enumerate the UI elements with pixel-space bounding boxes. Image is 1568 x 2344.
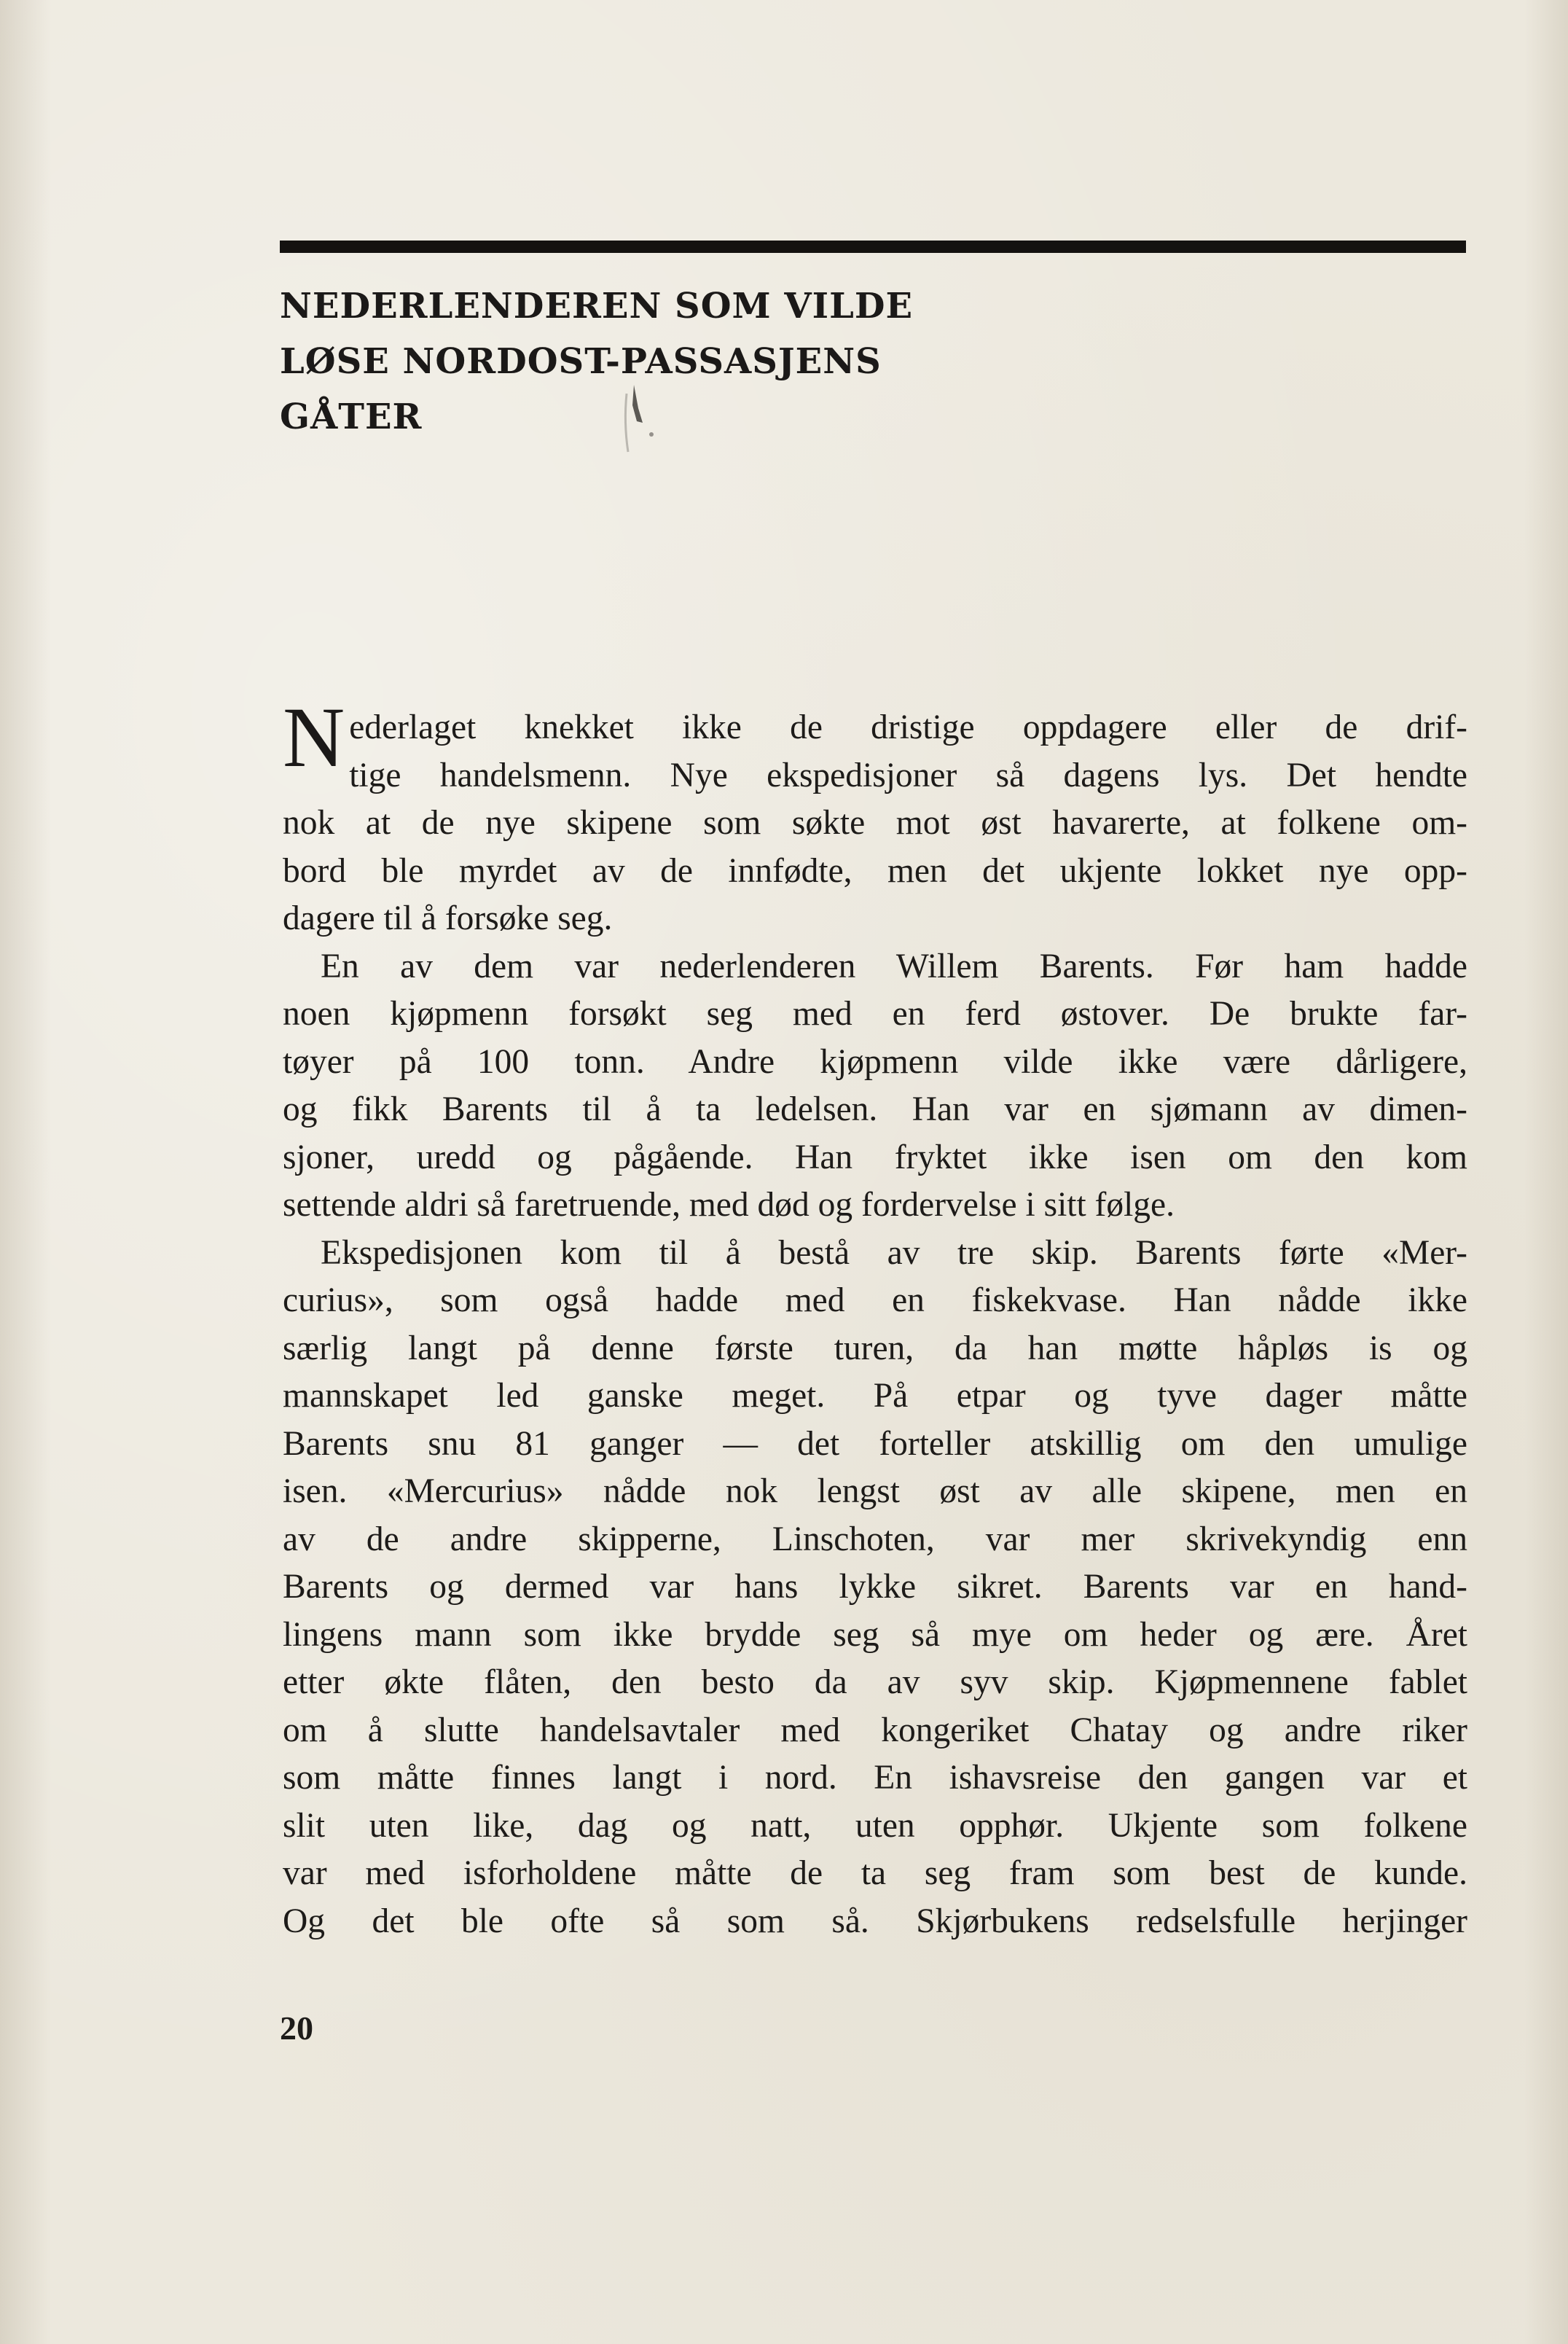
page-number: 20 bbox=[280, 2009, 313, 2047]
text-line: Ekspedisjonen kom til å bestå av tre skip. Barents førte «Mer- bbox=[321, 1233, 1467, 1272]
text-line: og fikk Barents til å ta ledelsen. Han var en sjømann av dimen- bbox=[283, 1090, 1467, 1128]
text-line: sjoner, uredd og pågående. Han fryktet ikke isen om den kom bbox=[283, 1138, 1467, 1176]
text-line: ederlaget knekket ikke de dristige oppdagere eller de drif- bbox=[349, 708, 1467, 746]
chapter-rule bbox=[280, 241, 1466, 253]
text-line: som måtte finnes langt i nord. En ishavsreise den gangen var et bbox=[283, 1759, 1467, 1797]
page-shadow-right bbox=[1524, 0, 1568, 2344]
text-line: Barents snu 81 ganger — det forteller atskillig om den umulige bbox=[283, 1424, 1467, 1463]
drop-cap: N bbox=[283, 689, 345, 785]
text-line: Og det ble ofte så som så. Skjørbukens redselsfulle herjinger bbox=[283, 1902, 1467, 1940]
text-line: noen kjøpmenn forsøkt seg med en ferd østover. De brukte far- bbox=[283, 995, 1467, 1033]
text-line: Barents og dermed var hans lykke sikret. Barents var en hand- bbox=[283, 1568, 1467, 1606]
text-line: bord ble myrdet av de innfødte, men det ukjente lokket nye opp- bbox=[283, 851, 1467, 890]
paragraph-end-line bbox=[283, 895, 1467, 943]
text-line: mannskapet led ganske meget. På etpar og tyve dager måtte bbox=[283, 1377, 1467, 1415]
text-line: En av dem var nederlenderen Willem Barents. Før ham hadde bbox=[321, 947, 1467, 985]
text-line: dagere til å forsøke seg. bbox=[283, 899, 613, 937]
text-line: settende aldri så faretruende, med død og fordervelse i sitt følge. bbox=[283, 1186, 1175, 1224]
text-line: etter økte flåten, den besto da av syv skip. Kjøpmennene fablet bbox=[283, 1663, 1467, 1701]
chapter-title bbox=[280, 278, 1081, 445]
text-line: tøyer på 100 tonn. Andre kjøpmenn vilde ikke være dårligere, bbox=[283, 1042, 1467, 1081]
chapter-title-line: LØSE NORDOST-PASSASJENS bbox=[280, 341, 882, 382]
text-line: var med isforholdene måtte de ta seg fram som best de kunde. bbox=[283, 1854, 1467, 1892]
text-line: curius», som også hadde med en fiskekvase. Han nådde ikke bbox=[283, 1281, 1467, 1319]
text-line: tige handelsmenn. Nye ekspedisjoner så dagens lys. Det hendte bbox=[349, 756, 1467, 794]
text-line: om å slutte handelsavtaler med kongeriket Chatay og andre riker bbox=[283, 1711, 1467, 1749]
chapter-title-line: NEDERLENDEREN SOM VILDE bbox=[280, 286, 914, 327]
text-line: særlig langt på denne første turen, da han møtte håpløs is og bbox=[283, 1329, 1467, 1367]
paragraph bbox=[283, 1230, 1467, 1946]
paragraph bbox=[283, 689, 1467, 895]
text-line: lingens mann som ikke brydde seg så mye om heder og ære. Året bbox=[283, 1615, 1467, 1654]
text-line: slit uten like, dag og natt, uten opphør. Ukjente som folkene bbox=[283, 1806, 1467, 1845]
body-text bbox=[283, 689, 1467, 1945]
text-line: av de andre skipperne, Linschoten, var mer skrivekyndig enn bbox=[283, 1520, 1467, 1558]
text-line: nok at de nye skipene som søkte mot øst havarerte, at folkene om- bbox=[283, 804, 1467, 842]
text-line: isen. «Mercurius» nådde nok lengst øst av alle skipene, men en bbox=[283, 1472, 1467, 1510]
ink-smudge bbox=[590, 379, 678, 466]
chapter-title-line: GÅTER bbox=[280, 396, 423, 437]
paragraph bbox=[283, 943, 1467, 1230]
page-shadow-left bbox=[0, 0, 51, 2344]
